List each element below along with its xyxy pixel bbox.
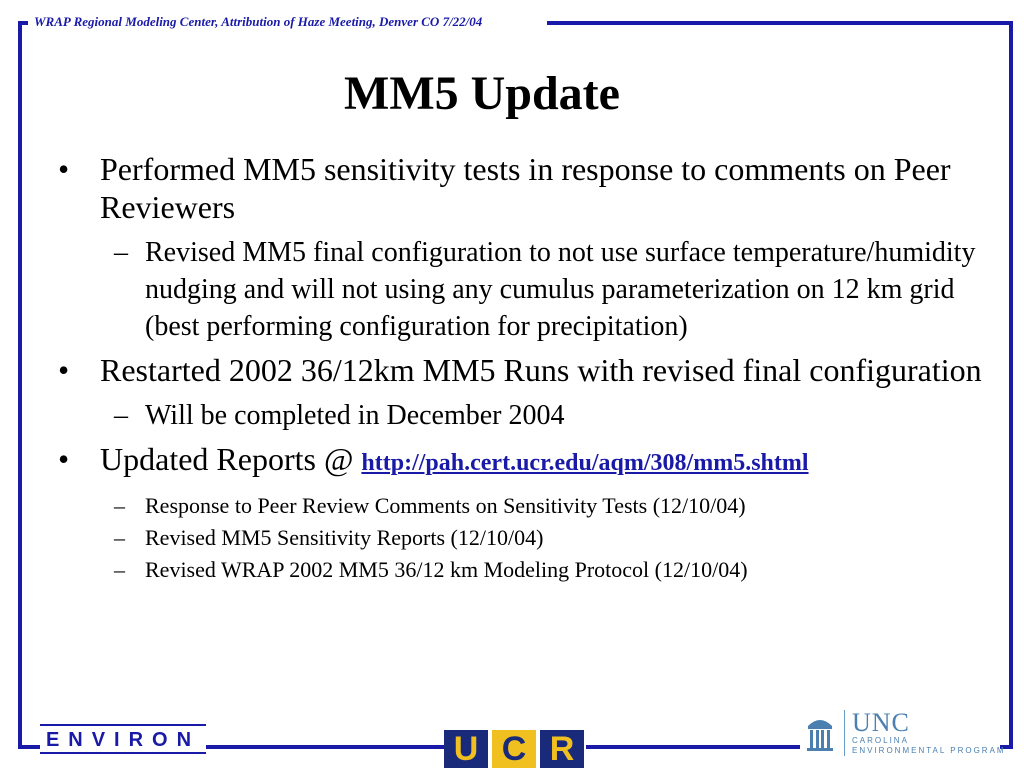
sub-bullet-item (56, 522, 986, 554)
bullet-text: Performed MM5 sensitivity tests in response to comments on Peer Reviewers (100, 151, 951, 225)
bullet-marker: • (58, 352, 70, 388)
dash-marker: – (114, 237, 128, 268)
bullet-item (56, 440, 986, 482)
unc-logo-subtitle-1: CAROLINA (852, 736, 909, 745)
frame-bottom-middle-1 (206, 745, 444, 749)
environ-rule-bottom (40, 752, 206, 754)
sub-bullet-text: Will be completed in December 2004 (145, 400, 565, 431)
sub-bullet-text: Revised WRAP 2002 MM5 36/12 km Modeling Protocol (12/10/04) (145, 557, 748, 582)
bullet-text: Restarted 2002 36/12km MM5 Runs with revised final configuration (100, 352, 982, 388)
frame-right (1009, 21, 1013, 749)
frame-left (18, 21, 22, 749)
header-note: WRAP Regional Modeling Center, Attribution of Haze Meeting, Denver CO 7/22/04 (34, 14, 483, 29)
frame-bottom-middle-2 (586, 745, 800, 749)
ucr-logo (444, 730, 586, 768)
ucr-logo-u: U (444, 730, 488, 768)
sub-bullet-item (56, 234, 986, 345)
sub-bullet-item (56, 490, 986, 522)
frame-bottom-left (18, 745, 40, 749)
unc-logo (806, 710, 1006, 756)
slide-content (56, 150, 986, 586)
sub-bullet-item (56, 397, 986, 434)
bullet-marker: • (58, 151, 70, 187)
unc-logo-divider (844, 710, 845, 756)
sub-bullet-text: Revised MM5 Sensitivity Reports (12/10/04) (145, 525, 544, 550)
environ-logo (40, 724, 206, 756)
sub-bullet-text: Response to Peer Review Comments on Sensitivity Tests (12/10/04) (145, 493, 746, 518)
reports-link[interactable]: http://pah.cert.ucr.edu/aqm/308/mm5.shtml (361, 450, 809, 476)
unc-logo-subtitle-2: ENVIRONMENTAL PROGRAM (852, 746, 1006, 755)
unc-logo-text: UNC (852, 708, 910, 737)
ucr-logo-c: C (492, 730, 536, 768)
ucr-logo-r: R (540, 730, 584, 768)
dash-marker: – (114, 400, 128, 431)
environ-rule-top (40, 724, 206, 726)
bullet-text: Updated Reports @ (100, 441, 362, 477)
environ-logo-text: ENVIRON (45, 729, 201, 751)
dash-marker: – (114, 525, 125, 550)
sub-bullet-text: Revised MM5 final configuration to not use surface temperature/humidity nudging and will not using any cumulus parameterization on 12 km grid (best performing configuration for precipitation) (145, 237, 976, 342)
sub-bullet-item (56, 554, 986, 586)
bullet-item (56, 150, 986, 226)
frame-top-right (547, 21, 1013, 25)
dash-marker: – (114, 557, 125, 582)
bullet-marker: • (58, 441, 70, 477)
old-well-icon (806, 712, 834, 752)
dash-marker: – (114, 493, 125, 518)
bullet-item (56, 351, 986, 389)
slide-title: MM5 Update (344, 67, 620, 120)
